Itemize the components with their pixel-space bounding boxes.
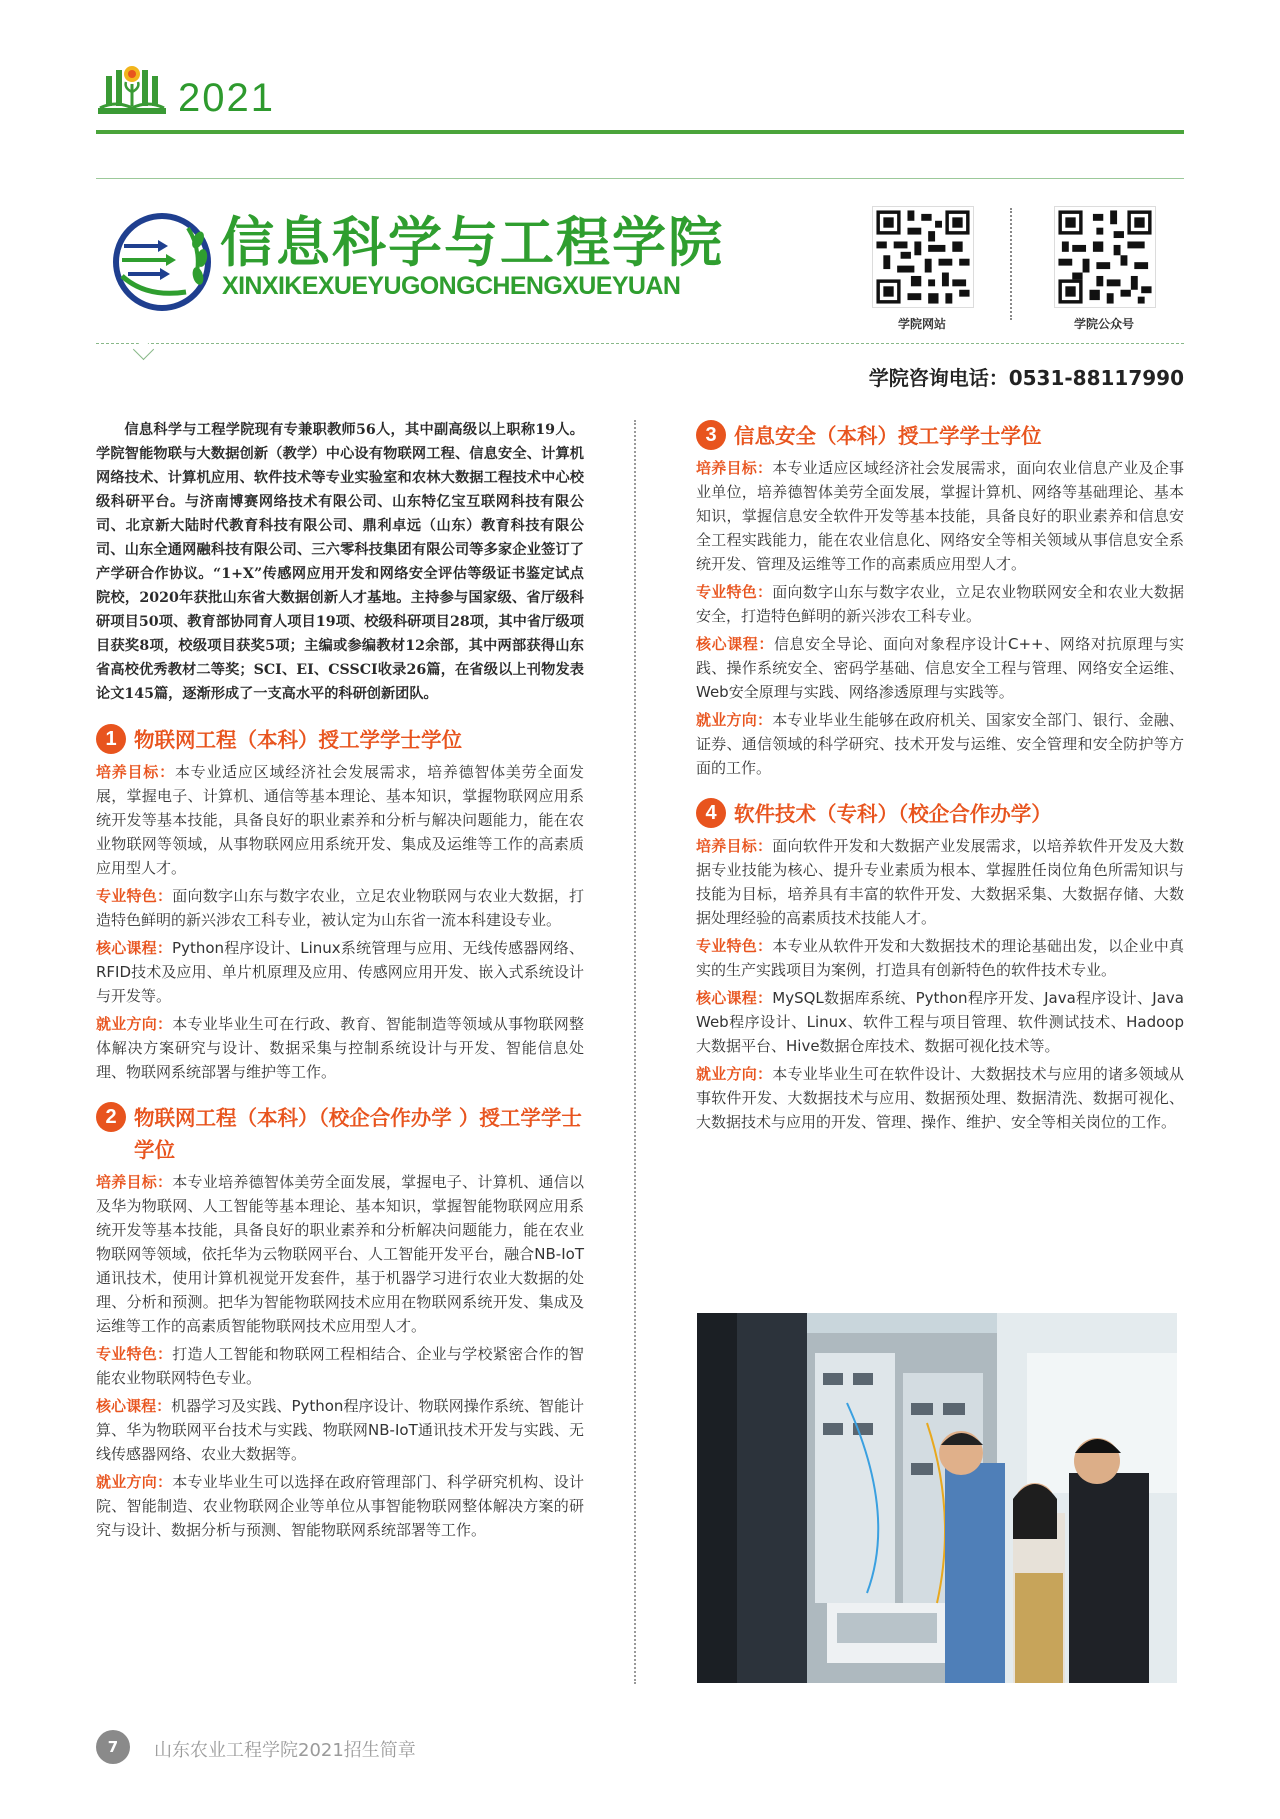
para-label: 专业特色： [96,1345,173,1363]
para-label: 核心课程： [96,1397,172,1415]
left-column [96,418,584,1542]
para-label: 培养目标： [96,763,175,781]
section-paragraph [696,986,1184,1058]
para-text: MySQL数据库系统、Python程序开发、Java程序设计、Java Web程序设计、Linux、软件工程与项目管理、软件测试技术、Hadoop大数据平台、Hive数据仓库技术、数据可视化技术等。 [696,989,1184,1055]
section-paragraph [96,1470,584,1542]
section-paragraph [96,1394,584,1466]
section-heading [96,724,584,756]
para-label: 培养目标： [96,1173,173,1191]
college-emblem [106,206,218,318]
para-text: 信息安全导论、面向对象程序设计C++、网络对抗原理与实践、操作系统安全、密码学基础、信息安全工程与管理、网络安全运维、Web安全原理与实践、网络渗透原理与实践等。 [696,635,1184,701]
para-text: 本专业适应区域经济社会发展需求，面向农业信息产业及企事业单位，培养德智体美劳全面发展，掌握计算机、网络等基础理论、基本知识，掌握信息安全软件开发等基本技能，具备良好的职业素养和信息安全工程实践能力，能在农业信息化、网络安全等相关领域从事信息安全系统开发、管理及运维等工作的高素质应用型人才。 [696,459,1184,573]
section-paragraph [96,1170,584,1338]
program-section-3 [696,420,1184,780]
para-label: 核心课程： [696,989,773,1007]
section-paragraph [696,1062,1184,1134]
para-label: 专业特色： [696,583,773,601]
para-text: 面向数字山东与数字农业，立足农业物联网与农业大数据，打造特色鲜明的新兴涉农工科专业，被认定为山东省一流本科建设专业。 [96,887,584,929]
program-section-2 [96,1102,584,1542]
para-label: 就业方向： [96,1015,173,1033]
section-title: 物联网工程（本科）（校企合作办学 ）授工学学士学位 [134,1106,582,1162]
section-heading [696,798,1184,830]
section-paragraph [96,884,584,932]
section-paragraph [96,760,584,880]
section-title: 软件技术（专科）（校企合作办学） [734,802,1052,826]
section-number-badge: 2 [96,1102,126,1132]
header-divider [96,343,1184,344]
header-top-divider [96,178,1184,179]
para-text: 面向软件开发和大数据产业发展需求，以培养软件开发及大数据专业技能为核心、提升专业素质为根本、掌握胜任岗位角色所需知识与技能为目标，培养具有丰富的软件开发、大数据采集、大数据存储、大数据处理经验的高素质技术技能人才。 [696,837,1184,927]
wechat-qr-label: 学院公众号 [1073,317,1134,331]
section-paragraph [696,456,1184,576]
para-text: 本专业毕业生可以选择在政府管理部门、科学研究机构、设计院、智能制造、农业物联网企业等单位从事智能物联网整体解决方案的研究与设计、数据分析与预测、智能物联网系统部署等工作。 [96,1473,584,1539]
footer-title: 山东农业工程学院2021招生简章 [154,1740,416,1761]
para-text: 本专业培养德智体美劳全面发展，掌握电子、计算机、通信以及华为物联网、人工智能等基本理论、基本知识，掌握智能物联网应用系统开发等基本技能，具备良好的职业素养和分析解决问题能力，能在农业物联网等领域，依托华为云物联网平台、人工智能开发平台，融合NB-IoT通讯技术，使用计算机视觉开发套件，基于机器学习进行农业大数据的处理、分析和预测。把华为智能物联网技术应用在物联网系统开发、集成及运维等工作的高素质智能物联网技术应用型人才。 [96,1173,584,1335]
section-paragraph [696,632,1184,704]
para-label: 就业方向： [696,1065,773,1083]
column-divider [634,420,636,1684]
school-logo [96,62,168,120]
program-section-4 [696,798,1184,1134]
consult-phone: 学院咨询电话：0531-88117990 [868,366,1184,390]
section-number-badge: 1 [96,724,126,754]
para-label: 专业特色： [96,887,173,905]
section-number-badge: 4 [696,798,726,828]
program-section-1 [96,724,584,1084]
top-divider [96,130,1184,134]
website-qr-code[interactable] [872,206,974,308]
college-intro: 信息科学与工程学院现有专兼职教师56人，其中副高级以上职称19人。学院智能物联与大数据创新（教学）中心设有物联网工程、信息安全、计算机网络技术、计算机应用、软件技术等专业实验室和农林大数据工程技术中心校级科研平台。与济南博赛网络技术有限公司、山东特亿宝互联网科技有限公司、北京新大陆时代教育科技有限公司、鼎利卓远（山东）教育科技有限公司、山东全通网融科技有限公司、三六零科技集团有限公司等多家企业签订了产学研合作协议。“1+X”传感网应用开发和网络安全评估等级证书鉴定试点院校，2020年获批山东省大数据创新人才基地。主持参与国家级、省厅级科研项目50项、教育部协同育人项目19项、校级科研项目28项，其中省厅级项目获奖8项，校级项目获奖5项；主编或参编教材12余部，其中两部获得山东省高校优秀教材二等奖；SCI、EI、CSSCI收录26篇，在省级以上刊物发表论文145篇，逐渐形成了一支高水平的科研创新团队。 [96,422,584,702]
para-label: 核心课程： [96,939,173,957]
para-label: 核心课程： [696,635,774,653]
section-paragraph [696,580,1184,628]
para-label: 培养目标： [696,459,773,477]
qr-divider [1010,208,1012,320]
para-text: 本专业毕业生可在软件设计、大数据技术与应用的诸多领域从事软件开发、大数据技术与应用、数据预处理、数据清洗、数据可视化、大数据技术与应用的开发、管理、操作、维护、安全等相关岗位的工作。 [696,1065,1184,1131]
para-text: 机器学习及实践、Python程序设计、物联网操作系统、智能计算、华为物联网平台技术与实践、物联网NB-IoT通讯技术开发与实践、无线传感器网络、农业大数据等。 [96,1397,584,1463]
section-paragraph [696,934,1184,982]
section-heading [96,1102,584,1166]
section-title: 信息安全（本科）授工学学士学位 [734,424,1042,448]
para-label: 专业特色： [696,937,773,955]
para-label: 就业方向： [96,1473,173,1491]
section-paragraph [696,834,1184,930]
para-text: 本专业毕业生可在行政、教育、智能制造等领域从事物联网整体解决方案研究与设计、数据采集与控制系统设计与开发、智能信息处理、物联网系统部署与维护等工作。 [96,1015,584,1081]
para-text: Python程序设计、Linux系统管理与应用、无线传感器网络、RFID技术及应用、单片机原理及应用、传感网应用开发、嵌入式系统设计与开发等。 [96,939,584,1005]
wechat-qr-code[interactable] [1054,206,1156,308]
right-column [696,420,1184,1134]
college-pinyin: XINXIKEXUEYUGONGCHENGXUEYUAN [222,272,681,300]
website-qr-label: 学院网站 [897,317,946,331]
para-text: 面向数字山东与数字农业，立足农业物联网安全和农业大数据安全，打造特色鲜明的新兴涉农工科专业。 [696,583,1184,625]
para-text: 本专业毕业生能够在政府机关、国家安全部门、银行、金融、证券、通信领域的科学研究、技术开发与运维、安全管理和安全防护等方面的工作。 [696,711,1184,777]
college-name: 信息科学与工程学院 [220,211,724,274]
page-number-badge: 7 [96,1730,130,1764]
section-heading [696,420,1184,452]
para-text: 本专业从软件开发和大数据技术的理论基础出发，以企业中真实的生产实践项目为案例，打造具有创新特色的软件技术专业。 [696,937,1184,979]
para-text: 打造人工智能和物联网工程相结合、企业与学校紧密合作的智能农业物联网特色专业。 [96,1345,584,1387]
lab-photo [697,1313,1177,1683]
section-number-badge: 3 [696,420,726,450]
para-label: 培养目标： [696,837,773,855]
section-title: 物联网工程（本科）授工学学士学位 [134,728,462,752]
para-label: 就业方向： [696,711,773,729]
section-paragraph [96,1012,584,1084]
para-text: 本专业适应区域经济社会发展需求，培养德智体美劳全面发展，掌握电子、计算机、通信等基本理论、基本知识，掌握物联网应用系统开发等基本技能，具备良好的职业素养和分析与解决问题能力，能在农业物联网等领域，从事物联网应用系统开发、集成及运维等工作的高素质应用型人才。 [96,763,584,877]
section-paragraph [696,708,1184,780]
section-paragraph [96,1342,584,1390]
section-paragraph [96,936,584,1008]
top-year: 2021 [178,76,275,120]
